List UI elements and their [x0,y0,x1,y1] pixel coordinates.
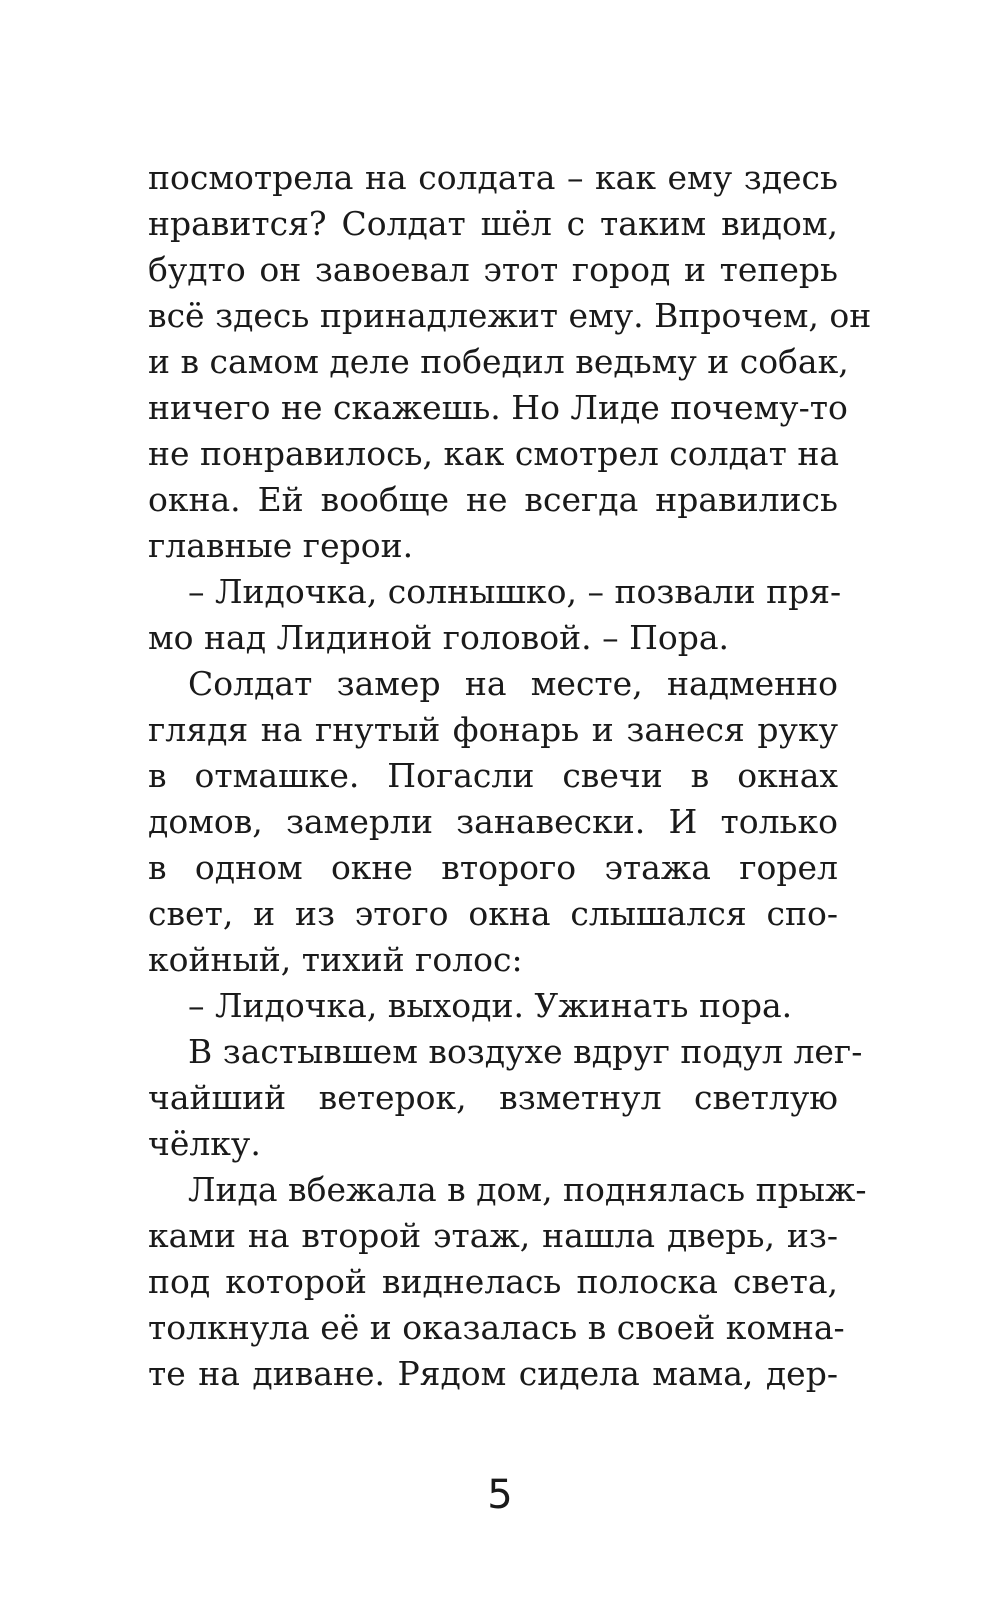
text-line: нравится? Солдат шёл с таким видом, [148,204,838,243]
text-line: мо над Лидиной головой. – Пора. [148,618,730,657]
text-line: койный, тихий голос: [148,940,523,979]
text-line: будто он завоевал этот город и теперь [148,250,838,289]
text-line: чайший ветерок, взметнул светлую [148,1078,838,1117]
text-line: окна. Ей вообще не всегда нравились [148,480,838,519]
text-line: домов, замерли занавески. И только [148,802,838,841]
text-line: – Лидочка, солнышко, – позвали пря- [188,572,842,611]
text-line: в отмашке. Погасли свечи в окнах [148,756,838,795]
text-line: свет, и из этого окна слышался спо- [148,894,838,933]
text-line: те на диване. Рядом сидела мама, дер- [148,1354,838,1393]
text-line: посмотрела на солдата – как ему здесь [148,158,838,197]
text-line: ками на второй этаж, нашла дверь, из- [148,1216,838,1255]
text-line: чёлку. [148,1124,261,1163]
body-text [148,155,872,1397]
text-line: – Лидочка, выходи. Ужинать пора. [188,986,793,1025]
text-line: Солдат замер на месте, надменно [188,664,838,703]
page-number: 5 [487,1472,513,1518]
text-line: ничего не скажешь. Но Лиде почему-то [148,388,848,427]
text-line: главные герои. [148,526,414,565]
text-line: глядя на гнутый фонарь и занеся руку [148,710,838,749]
text-line: под которой виднелась полоска света, [148,1262,838,1301]
text-line: в одном окне второго этажа горел [148,848,838,887]
text-line: Лида вбежала в дом, поднялась прыж- [188,1170,867,1209]
text-line: и в самом деле победил ведьму и собак, [148,342,849,381]
text-line: всё здесь принадлежит ему. Впрочем, он [148,296,872,335]
text-line: не понравилось, как смотрел солдат на [148,434,840,473]
text-line: В застывшем воздухе вдруг подул лег- [188,1032,863,1071]
text-line: толкнула её и оказалась в своей комна- [148,1308,845,1347]
